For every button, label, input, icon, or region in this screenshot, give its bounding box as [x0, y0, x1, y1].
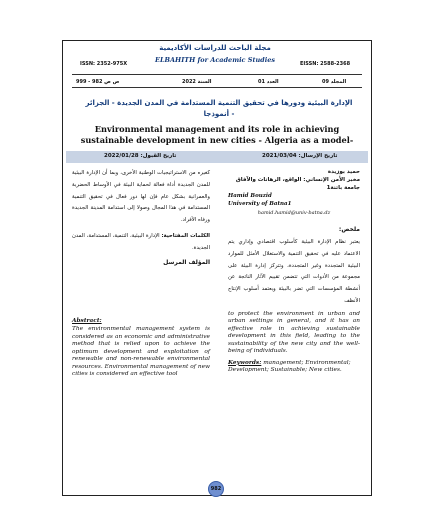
- abstract-label-text: Abstract:: [72, 317, 102, 324]
- journal-title-ar: مجلة الباحث للدراسات الأكاديمية: [159, 44, 271, 52]
- abstract-english: The environmental management system is considered as an economic and administrative method that is relied upon to achieve the optimum development and exploitation of renewable and non-renewable environmental resources. Environmental management of new cities is considered an effective tool: [72, 326, 210, 378]
- keywords-en: [228, 360, 360, 375]
- spacer: [72, 266, 210, 314]
- pages-range: ص ص 982 - 999: [76, 79, 120, 85]
- keywords-en-label: Keywords:: [228, 359, 262, 366]
- page-number-badge: 982: [208, 481, 224, 497]
- issn-print: ISSN: 2352-975X: [80, 61, 128, 67]
- author-univ-en: University of Batna1: [228, 201, 292, 207]
- keywords-ar-list: الإدارة البيئية، التنمية، المستدامة، المدن الجديدة.: [72, 232, 210, 251]
- right-column: [228, 168, 360, 375]
- author-univ-ar: جامعة باتنة1: [326, 185, 360, 191]
- author-lab-ar: مخبر الأمن الإنساني: الواقع، الرهانات والآفاق: [235, 177, 360, 183]
- author-email: hamid.hamid@univ-batna.dz: [257, 210, 331, 216]
- author-name-en: Hamid Bouzid: [228, 193, 272, 199]
- summary-heading: ملخص:: [338, 226, 360, 233]
- year: السنة 2022: [182, 79, 212, 85]
- eissn: EISSN: 2588-2368: [300, 61, 351, 67]
- summary-english-tail: to protect the environment in urban and urban settings in general, and it has an effective role in achieving sustainable development in this field, leading to the sustainability of the new city and the well-being of individuals.: [228, 310, 360, 355]
- journal-title-en: ELBAHITH for Academic Studies: [155, 56, 275, 64]
- keywords-ar: [72, 231, 210, 255]
- issue: العدد 01: [258, 79, 279, 85]
- accepted-date: تاريخ القبول: 2022/01/28: [104, 153, 177, 159]
- keywords-ar-label: الكلمات المفتاحية:: [161, 232, 211, 239]
- dates-bar: [66, 151, 368, 163]
- volume: المجلد 09: [322, 79, 347, 85]
- keywords-en-list: management; Environmental; Development; Sustainable; New cities.: [228, 359, 351, 374]
- abstract-label: [72, 318, 210, 326]
- title-english: Environmental management and its role in achieving sustainable development in new cities - Algeria as a model-: [80, 124, 354, 145]
- left-column: [72, 168, 210, 379]
- corresponding-author: المؤلف المرسل: [163, 258, 210, 266]
- left-arabic-text: كغيره من الاستراتيجيات الوطنية الأخرى، وبما أن الإدارة البيئية للمدن الجديدة أداة فعالة لحماية البيئة في الأوساط الحضرية والعمرانية بشكل عام فإن لها دور فعال في تحقيق التنمية المستدامة في هذا المجال وصولا إلى استدامة المدينة الجديدة ورفاه الأفراد.: [72, 170, 210, 224]
- summary-arabic: يعتبر نظام الإدارة البيئية كأسلوب اقتصادي وإداري يتم الاعتماد عليه في تحقيق التنمية والاستغلال الأمثل للموارد البيئية المتجددة وغير المتجددة، وتتركز إدارة البيئة على مجموعة من الأدوات التي تتضمن تقييم الآثار الناتجة عن أنشطة المؤسسات التي تضر بالبيئة ويعتمد أسلوب الإنتاج الأنظف: [228, 239, 360, 304]
- received-date: تاريخ الإرسال: 2021/03/04: [262, 153, 338, 159]
- journal-info-line: [72, 74, 362, 88]
- title-arabic: الإدارة البيئية ودورها في تحقيق التنمية المستدامة في المدن الجديدة - الجزائر أنموذجا -: [85, 99, 353, 118]
- author-name-ar: حميد بوزيدة: [327, 169, 360, 175]
